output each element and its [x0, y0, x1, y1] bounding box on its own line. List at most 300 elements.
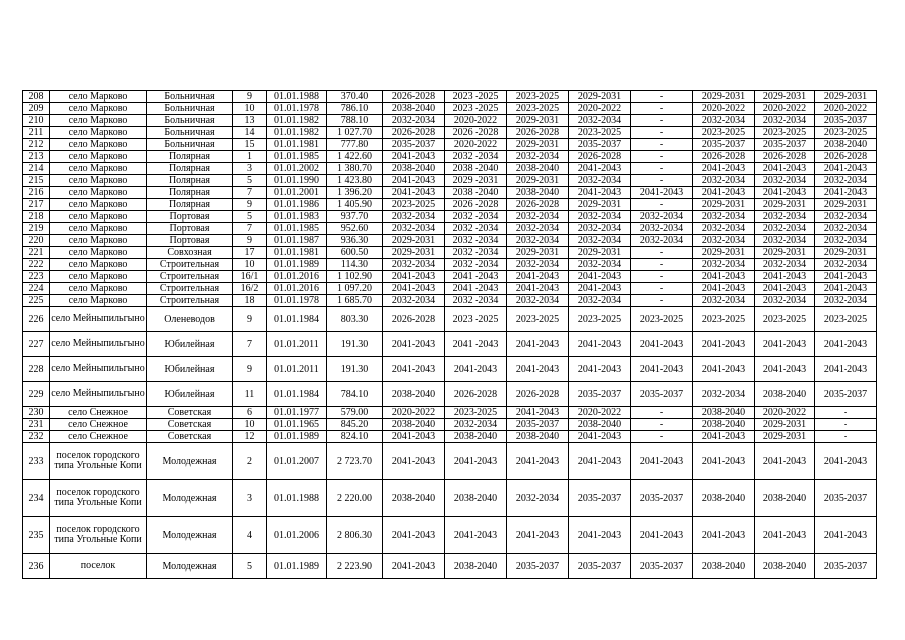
period-5-cell: - [631, 175, 693, 187]
area-cell: 2 806.30 [327, 517, 383, 554]
row-number-cell: 234 [23, 480, 50, 517]
period-6-cell: 2032-2034 [693, 295, 755, 307]
period-2-cell: 2032 -2034 [445, 211, 507, 223]
period-5-cell: 2032-2034 [631, 223, 693, 235]
period-4-cell: 2020-2022 [569, 407, 631, 419]
settlement-cell: село Марково [50, 235, 147, 247]
period-3-cell: 2026-2028 [507, 127, 569, 139]
period-3-cell: 2029-2031 [507, 139, 569, 151]
period-4-cell: 2032-2034 [569, 295, 631, 307]
period-7-cell: 2026-2028 [755, 151, 815, 163]
table-row [23, 247, 877, 259]
settlement-cell: село Мейныпильгыно [50, 332, 147, 357]
table-row [23, 175, 877, 187]
settlement-cell: село Марково [50, 295, 147, 307]
period-8-cell: 2041-2043 [815, 283, 877, 295]
street-cell: Юбилейная [147, 332, 233, 357]
period-7-cell: 2020-2022 [755, 407, 815, 419]
period-5-cell: - [631, 199, 693, 211]
period-6-cell: 2023-2025 [693, 307, 755, 332]
commission-date-cell: 01.01.1984 [267, 382, 327, 407]
period-3-cell: 2032-2034 [507, 151, 569, 163]
settlement-cell: село Снежное [50, 407, 147, 419]
period-6-cell: 2041-2043 [693, 187, 755, 199]
settlement-cell: поселок городского типа Угольные Копи [50, 443, 147, 480]
period-3-cell: 2032-2034 [507, 235, 569, 247]
period-3-cell: 2029-2031 [507, 115, 569, 127]
row-number-cell: 231 [23, 419, 50, 431]
period-1-cell: 2020-2022 [383, 407, 445, 419]
period-6-cell: 2041-2043 [693, 283, 755, 295]
house-number-cell: 4 [233, 517, 267, 554]
period-2-cell: 2038-2040 [445, 431, 507, 443]
area-cell: 1 380.70 [327, 163, 383, 175]
settlement-cell: село Марково [50, 187, 147, 199]
period-3-cell: 2041-2043 [507, 517, 569, 554]
period-8-cell: 2026-2028 [815, 151, 877, 163]
area-cell: 1 027.70 [327, 127, 383, 139]
commission-date-cell: 01.01.1984 [267, 307, 327, 332]
house-number-cell: 3 [233, 163, 267, 175]
commission-date-cell: 01.01.1985 [267, 223, 327, 235]
period-2-cell: 2038 -2040 [445, 187, 507, 199]
period-8-cell: 2041-2043 [815, 357, 877, 382]
commission-date-cell: 01.01.2011 [267, 357, 327, 382]
period-3-cell: 2041-2043 [507, 407, 569, 419]
period-1-cell: 2038-2040 [383, 103, 445, 115]
table-row [23, 115, 877, 127]
period-5-cell: 2023-2025 [631, 307, 693, 332]
area-cell: 777.80 [327, 139, 383, 151]
commission-date-cell: 01.01.1978 [267, 103, 327, 115]
period-3-cell: 2041-2043 [507, 332, 569, 357]
period-6-cell: 2026-2028 [693, 151, 755, 163]
row-number-cell: 226 [23, 307, 50, 332]
period-2-cell: 2032 -2034 [445, 259, 507, 271]
period-4-cell: 2041-2043 [569, 431, 631, 443]
row-number-cell: 227 [23, 332, 50, 357]
period-1-cell: 2041-2043 [383, 283, 445, 295]
period-8-cell: 2020-2022 [815, 103, 877, 115]
period-2-cell: 2026 -2028 [445, 199, 507, 211]
commission-date-cell: 01.01.2016 [267, 271, 327, 283]
period-3-cell: 2026-2028 [507, 199, 569, 211]
commission-date-cell: 01.01.1965 [267, 419, 327, 431]
settlement-cell: село Мейныпильгыно [50, 357, 147, 382]
period-7-cell: 2032-2034 [755, 259, 815, 271]
period-5-cell: - [631, 91, 693, 103]
table-row [23, 431, 877, 443]
period-8-cell: 2029-2031 [815, 91, 877, 103]
period-3-cell: 2023-2025 [507, 307, 569, 332]
period-7-cell: 2023-2025 [755, 127, 815, 139]
table-row [23, 357, 877, 382]
period-7-cell: 2035-2037 [755, 139, 815, 151]
table-row [23, 163, 877, 175]
table-row [23, 419, 877, 431]
house-number-cell: 1 [233, 151, 267, 163]
house-number-cell: 5 [233, 554, 267, 579]
period-6-cell: 2041-2043 [693, 431, 755, 443]
period-1-cell: 2026-2028 [383, 127, 445, 139]
period-5-cell: - [631, 127, 693, 139]
period-2-cell: 2032 -2034 [445, 151, 507, 163]
settlement-cell: село Марково [50, 199, 147, 211]
house-number-cell: 6 [233, 407, 267, 419]
period-8-cell: 2041-2043 [815, 517, 877, 554]
period-8-cell: 2032-2034 [815, 175, 877, 187]
period-1-cell: 2032-2034 [383, 211, 445, 223]
period-6-cell: 2032-2034 [693, 223, 755, 235]
period-7-cell: 2041-2043 [755, 357, 815, 382]
table-row [23, 235, 877, 247]
area-cell: 370.40 [327, 91, 383, 103]
house-number-cell: 9 [233, 199, 267, 211]
period-4-cell: 2041-2043 [569, 517, 631, 554]
period-2-cell: 2041 -2043 [445, 271, 507, 283]
settlement-cell: поселок [50, 554, 147, 579]
area-cell: 952.60 [327, 223, 383, 235]
period-5-cell: - [631, 115, 693, 127]
area-cell: 2 220.00 [327, 480, 383, 517]
street-cell: Портовая [147, 211, 233, 223]
period-1-cell: 2032-2034 [383, 223, 445, 235]
period-6-cell: 2032-2034 [693, 382, 755, 407]
period-6-cell: 2035-2037 [693, 139, 755, 151]
period-5-cell: 2035-2037 [631, 382, 693, 407]
street-cell: Больничная [147, 139, 233, 151]
settlement-cell: село Марково [50, 223, 147, 235]
row-number-cell: 214 [23, 163, 50, 175]
table-row [23, 91, 877, 103]
period-7-cell: 2032-2034 [755, 115, 815, 127]
period-8-cell: 2032-2034 [815, 259, 877, 271]
period-6-cell: 2041-2043 [693, 332, 755, 357]
settlement-cell: село Марково [50, 211, 147, 223]
period-4-cell: 2032-2034 [569, 211, 631, 223]
period-4-cell: 2035-2037 [569, 554, 631, 579]
period-5-cell: 2032-2034 [631, 235, 693, 247]
house-number-cell: 9 [233, 91, 267, 103]
street-cell: Полярная [147, 187, 233, 199]
period-7-cell: 2032-2034 [755, 211, 815, 223]
commission-date-cell: 01.01.1989 [267, 554, 327, 579]
table-row [23, 443, 877, 480]
settlement-cell: село Марково [50, 163, 147, 175]
commission-date-cell: 01.01.1982 [267, 127, 327, 139]
row-number-cell: 217 [23, 199, 50, 211]
period-5-cell: - [631, 407, 693, 419]
period-5-cell: - [631, 103, 693, 115]
table-row [23, 223, 877, 235]
table-row [23, 307, 877, 332]
period-1-cell: 2041-2043 [383, 443, 445, 480]
period-2-cell: 2032 -2034 [445, 223, 507, 235]
period-2-cell: 2026-2028 [445, 382, 507, 407]
period-2-cell: 2032 -2034 [445, 235, 507, 247]
table-row [23, 283, 877, 295]
row-number-cell: 213 [23, 151, 50, 163]
period-4-cell: 2032-2034 [569, 259, 631, 271]
area-cell: 845.20 [327, 419, 383, 431]
period-3-cell: 2035-2037 [507, 554, 569, 579]
period-3-cell: 2023-2025 [507, 103, 569, 115]
period-5-cell: 2035-2037 [631, 554, 693, 579]
settlement-cell: село Снежное [50, 431, 147, 443]
settlement-cell: село Марково [50, 91, 147, 103]
table-row [23, 259, 877, 271]
period-4-cell: 2020-2022 [569, 103, 631, 115]
table-row [23, 332, 877, 357]
row-number-cell: 215 [23, 175, 50, 187]
period-1-cell: 2041-2043 [383, 151, 445, 163]
area-cell: 786.10 [327, 103, 383, 115]
period-3-cell: 2023-2025 [507, 91, 569, 103]
period-4-cell: 2032-2034 [569, 223, 631, 235]
period-3-cell: 2041-2043 [507, 443, 569, 480]
row-number-cell: 218 [23, 211, 50, 223]
period-6-cell: 2041-2043 [693, 271, 755, 283]
commission-date-cell: 01.01.1987 [267, 235, 327, 247]
period-5-cell: - [631, 139, 693, 151]
street-cell: Полярная [147, 163, 233, 175]
period-4-cell: 2026-2028 [569, 151, 631, 163]
commission-date-cell: 01.01.2002 [267, 163, 327, 175]
street-cell: Больничная [147, 115, 233, 127]
area-cell: 191.30 [327, 332, 383, 357]
period-7-cell: 2023-2025 [755, 307, 815, 332]
period-2-cell: 2023 -2025 [445, 307, 507, 332]
period-4-cell: 2023-2025 [569, 127, 631, 139]
period-8-cell: - [815, 419, 877, 431]
period-7-cell: 2029-2031 [755, 419, 815, 431]
period-1-cell: 2041-2043 [383, 187, 445, 199]
period-5-cell: - [631, 271, 693, 283]
period-5-cell: 2041-2043 [631, 187, 693, 199]
commission-date-cell: 01.01.1977 [267, 407, 327, 419]
period-3-cell: 2032-2034 [507, 223, 569, 235]
period-2-cell: 2041-2043 [445, 357, 507, 382]
row-number-cell: 221 [23, 247, 50, 259]
period-5-cell: 2035-2037 [631, 480, 693, 517]
period-3-cell: 2035-2037 [507, 419, 569, 431]
period-2-cell: 2038 -2040 [445, 163, 507, 175]
period-3-cell: 2032-2034 [507, 211, 569, 223]
period-3-cell: 2038-2040 [507, 431, 569, 443]
house-number-cell: 5 [233, 175, 267, 187]
area-cell: 114.30 [327, 259, 383, 271]
period-8-cell: 2041-2043 [815, 443, 877, 480]
period-2-cell: 2026 -2028 [445, 127, 507, 139]
commission-date-cell: 01.01.2011 [267, 332, 327, 357]
period-7-cell: 2029-2031 [755, 199, 815, 211]
settlement-cell: поселок городского типа Угольные Копи [50, 517, 147, 554]
period-3-cell: 2032-2034 [507, 295, 569, 307]
street-cell: Портовая [147, 223, 233, 235]
area-cell: 784.10 [327, 382, 383, 407]
period-3-cell: 2041-2043 [507, 271, 569, 283]
period-1-cell: 2035-2037 [383, 139, 445, 151]
period-6-cell: 2029-2031 [693, 247, 755, 259]
commission-date-cell: 01.01.2006 [267, 517, 327, 554]
commission-date-cell: 01.01.1985 [267, 151, 327, 163]
period-8-cell: 2029-2031 [815, 247, 877, 259]
row-number-cell: 222 [23, 259, 50, 271]
settlement-cell: село Марково [50, 127, 147, 139]
row-number-cell: 208 [23, 91, 50, 103]
table-row [23, 199, 877, 211]
house-number-cell: 14 [233, 127, 267, 139]
period-1-cell: 2026-2028 [383, 307, 445, 332]
period-5-cell: - [631, 163, 693, 175]
period-1-cell: 2041-2043 [383, 357, 445, 382]
commission-date-cell: 01.01.1981 [267, 139, 327, 151]
period-2-cell: 2032 -2034 [445, 295, 507, 307]
house-number-cell: 5 [233, 211, 267, 223]
commission-date-cell: 01.01.1981 [267, 247, 327, 259]
period-8-cell: 2035-2037 [815, 382, 877, 407]
commission-date-cell: 01.01.1990 [267, 175, 327, 187]
period-6-cell: 2041-2043 [693, 357, 755, 382]
period-4-cell: 2035-2037 [569, 139, 631, 151]
period-4-cell: 2032-2034 [569, 115, 631, 127]
house-number-cell: 7 [233, 223, 267, 235]
period-4-cell: 2041-2043 [569, 163, 631, 175]
period-6-cell: 2038-2040 [693, 554, 755, 579]
table-row [23, 139, 877, 151]
period-4-cell: 2029-2031 [569, 199, 631, 211]
period-8-cell: 2023-2025 [815, 127, 877, 139]
period-2-cell: 2041-2043 [445, 517, 507, 554]
settlement-cell: село Марково [50, 247, 147, 259]
street-cell: Полярная [147, 151, 233, 163]
house-number-cell: 2 [233, 443, 267, 480]
area-cell: 1 102.90 [327, 271, 383, 283]
period-6-cell: 2032-2034 [693, 211, 755, 223]
period-4-cell: 2041-2043 [569, 357, 631, 382]
period-6-cell: 2029-2031 [693, 199, 755, 211]
period-1-cell: 2026-2028 [383, 91, 445, 103]
period-5-cell: 2032-2034 [631, 211, 693, 223]
period-2-cell: 2023 -2025 [445, 91, 507, 103]
commission-date-cell: 01.01.1983 [267, 211, 327, 223]
period-4-cell: 2023-2025 [569, 307, 631, 332]
period-4-cell: 2041-2043 [569, 187, 631, 199]
house-number-cell: 3 [233, 480, 267, 517]
period-1-cell: 2032-2034 [383, 295, 445, 307]
period-7-cell: 2032-2034 [755, 175, 815, 187]
period-5-cell: - [631, 419, 693, 431]
table-row [23, 295, 877, 307]
period-7-cell: 2038-2040 [755, 480, 815, 517]
table-row [23, 211, 877, 223]
area-cell: 936.30 [327, 235, 383, 247]
settlement-cell: село Марково [50, 259, 147, 271]
period-4-cell: 2032-2034 [569, 235, 631, 247]
period-6-cell: 2032-2034 [693, 259, 755, 271]
period-5-cell: - [631, 431, 693, 443]
period-8-cell: - [815, 431, 877, 443]
period-6-cell: 2029-2031 [693, 91, 755, 103]
row-number-cell: 230 [23, 407, 50, 419]
period-8-cell: 2035-2037 [815, 115, 877, 127]
period-2-cell: 2032 -2034 [445, 247, 507, 259]
period-7-cell: 2029-2031 [755, 431, 815, 443]
period-5-cell: - [631, 247, 693, 259]
settlement-cell: село Марково [50, 271, 147, 283]
street-cell: Советская [147, 407, 233, 419]
house-number-cell: 12 [233, 431, 267, 443]
house-number-cell: 15 [233, 139, 267, 151]
period-5-cell: 2041-2043 [631, 517, 693, 554]
commission-date-cell: 01.01.1989 [267, 431, 327, 443]
settlement-cell: село Мейныпильгыно [50, 382, 147, 407]
row-number-cell: 209 [23, 103, 50, 115]
period-7-cell: 2041-2043 [755, 187, 815, 199]
period-8-cell: - [815, 407, 877, 419]
period-5-cell: 2041-2043 [631, 332, 693, 357]
period-3-cell: 2038-2040 [507, 187, 569, 199]
period-1-cell: 2029-2031 [383, 247, 445, 259]
settlement-cell: село Марково [50, 115, 147, 127]
period-1-cell: 2032-2034 [383, 259, 445, 271]
period-6-cell: 2038-2040 [693, 419, 755, 431]
settlement-cell: село Марково [50, 139, 147, 151]
period-1-cell: 2041-2043 [383, 175, 445, 187]
street-cell: Больничная [147, 127, 233, 139]
period-5-cell: - [631, 283, 693, 295]
period-7-cell: 2041-2043 [755, 332, 815, 357]
period-4-cell: 2032-2034 [569, 175, 631, 187]
period-8-cell: 2032-2034 [815, 211, 877, 223]
period-3-cell: 2038-2040 [507, 163, 569, 175]
row-number-cell: 232 [23, 431, 50, 443]
period-2-cell: 2023-2025 [445, 407, 507, 419]
period-6-cell: 2032-2034 [693, 115, 755, 127]
period-3-cell: 2041-2043 [507, 283, 569, 295]
table-row [23, 271, 877, 283]
period-1-cell: 2041-2043 [383, 332, 445, 357]
street-cell: Строительная [147, 259, 233, 271]
street-cell: Юбилейная [147, 382, 233, 407]
street-cell: Молодежная [147, 517, 233, 554]
street-cell: Строительная [147, 295, 233, 307]
period-7-cell: 2038-2040 [755, 554, 815, 579]
period-2-cell: 2029 -2031 [445, 175, 507, 187]
row-number-cell: 216 [23, 187, 50, 199]
row-number-cell: 212 [23, 139, 50, 151]
commission-date-cell: 01.01.2007 [267, 443, 327, 480]
period-7-cell: 2032-2034 [755, 235, 815, 247]
period-7-cell: 2032-2034 [755, 295, 815, 307]
period-2-cell: 2023 -2025 [445, 103, 507, 115]
period-5-cell: - [631, 259, 693, 271]
street-cell: Юбилейная [147, 357, 233, 382]
period-4-cell: 2041-2043 [569, 271, 631, 283]
area-cell: 788.10 [327, 115, 383, 127]
street-cell: Оленеводов [147, 307, 233, 332]
table-body [23, 91, 877, 579]
period-4-cell: 2041-2043 [569, 332, 631, 357]
period-7-cell: 2029-2031 [755, 247, 815, 259]
street-cell: Больничная [147, 103, 233, 115]
period-7-cell: 2041-2043 [755, 271, 815, 283]
repair-schedule-table [22, 90, 877, 579]
row-number-cell: 210 [23, 115, 50, 127]
street-cell: Строительная [147, 283, 233, 295]
house-number-cell: 16/2 [233, 283, 267, 295]
settlement-cell: село Снежное [50, 419, 147, 431]
